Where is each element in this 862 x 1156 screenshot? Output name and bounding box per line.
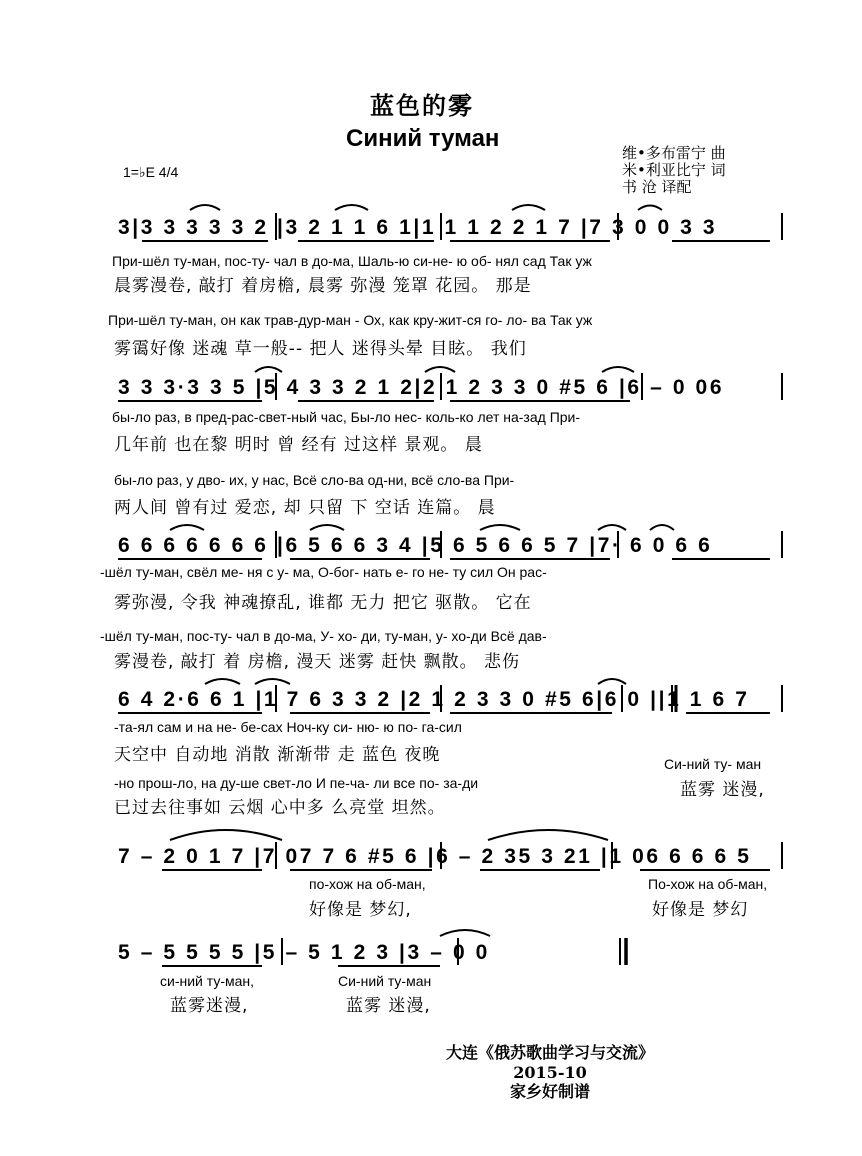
lyric-ru-3b: -шёл ту-ман, пос-ту- чал в до-ма, У- хо- ди, ту-ман, у- хо-ди Всё дав- bbox=[100, 628, 547, 644]
lyric-ru-3a: -шёл ту-ман, свёл ме- ня с у- ма, О-бог- нать е- го не- ту сил Он рас- bbox=[100, 564, 547, 580]
slur bbox=[205, 679, 240, 684]
notation-line-2: 3 3 3·3 3 5 |5 4 3 3 2 1 2|2 1 2 3 3 0 #5 6 |6 – 0 06 bbox=[118, 376, 725, 399]
lyric-ru-5b: По-хож на об-ман, bbox=[648, 876, 768, 892]
lyric-ru-1b: При-шёл ту-ман, он как трав-дур-ман - Ох, как кру-жит-ся го- ло- ва Так уж bbox=[108, 312, 593, 328]
slur bbox=[425, 367, 455, 372]
lyric-cn-3b: 雾漫卷, 敲打 着 房檐, 漫天 迷雾 赶快 飘散。 悲伤 bbox=[114, 652, 521, 672]
lyric-cn-4b: 已过去往事如 云烟 心中多 么亮堂 坦然。 bbox=[114, 798, 446, 818]
slur bbox=[310, 525, 344, 530]
slur bbox=[170, 830, 282, 840]
title-russian: Синий туман bbox=[346, 125, 500, 152]
slur bbox=[335, 205, 368, 210]
slur bbox=[480, 525, 520, 530]
lyric-ru-6b: Си-ний ту-ман bbox=[338, 973, 432, 989]
credit-lyricist: 米•利亚比宁 词 bbox=[622, 161, 726, 179]
notation-line-4: 6 4 2·6 6 1 |1 7 6 3 3 2 |2 1 2 3 3 0 #5 6|6 0 ||1 1 6 7 bbox=[118, 688, 750, 711]
lyric-ru-4a: -та-ял сам и на не- бе-сах Ноч-ку си- ню- ю по- га-сил bbox=[114, 719, 462, 735]
slur bbox=[255, 367, 282, 372]
lyric-ru-6a: си-ний ту-ман, bbox=[160, 973, 255, 989]
lyric-ru-4b: -но прош-ло, на ду-ше свет-ло И пе-ча- ли все по- за-ди bbox=[114, 775, 479, 791]
footer-author: 家乡好制谱 bbox=[509, 1082, 590, 1101]
lyric-ru-refrain-start: Си-ний ту- ман bbox=[664, 756, 762, 772]
notation-line-3: 6 6 6 6 6 6 6 |6 5 6 6 3 4 |5 6 5 6 6 5 7 |7· 6 0 6 6 bbox=[118, 534, 713, 557]
lyric-ru-2b: бы-ло раз, у дво- их, у нас, Всё сло-ва од-ни, всё сло-ва При- bbox=[114, 472, 515, 488]
lyric-cn-5b: 好像是 梦幻 bbox=[652, 900, 749, 920]
lyric-ru-5a: по-хож на об-ман, bbox=[309, 876, 426, 892]
notation-line-1: 3|3 3 3 3 3 2 |3 2 1 1 6 1|1 1 1 2 2 1 7 |7 3 0 0 3 3 bbox=[118, 216, 718, 239]
slur bbox=[638, 206, 662, 211]
notation-line-5: 7 – 2 0 1 7 |7 07 7 6 #5 6 |6 – 2 35 3 21 |1 06 6 6 6 5 bbox=[118, 845, 752, 868]
credit-composer: 维•多布雷宁 曲 bbox=[622, 144, 726, 162]
lyric-cn-4a: 天空中 自动地 消散 渐渐带 走 蓝色 夜晚 bbox=[114, 745, 441, 765]
footer-source: 大连《俄苏歌曲学习与交流》 bbox=[445, 1043, 654, 1062]
slur bbox=[598, 679, 626, 684]
slur bbox=[440, 930, 490, 936]
slur bbox=[602, 367, 634, 372]
slur bbox=[488, 830, 608, 840]
lyric-cn-1a: 晨雾漫卷, 敲打 着房檐, 晨雾 弥漫 笼罩 花园。 那是 bbox=[114, 276, 532, 296]
slur bbox=[650, 525, 674, 530]
key-signature: 1=♭E 4/4 bbox=[123, 164, 179, 180]
lyric-cn-refrain-start: 蓝雾 迷漫, bbox=[680, 780, 765, 800]
lyric-cn-3a: 雾弥漫, 令我 神魂撩乱, 谁都 无力 把它 驱散。 它在 bbox=[114, 593, 532, 613]
lyric-ru-2a: бы-ло раз, в пред-рас-свет-ный час, Бы-ло нес- коль-ко лет на-зад При- bbox=[112, 409, 581, 425]
lyric-cn-6b: 蓝雾 迷漫, bbox=[346, 996, 431, 1016]
lyric-cn-6a: 蓝雾迷漫, bbox=[170, 996, 249, 1016]
slur bbox=[190, 205, 220, 210]
footer-date: 2015-10 bbox=[513, 1063, 587, 1082]
slur bbox=[170, 525, 204, 530]
slur bbox=[255, 679, 290, 684]
title-chinese: 蓝色的雾 bbox=[370, 91, 474, 120]
slur bbox=[512, 205, 545, 210]
lyric-ru-1a: При-шёл ту-ман, пос-ту- чал в до-ма, Шаль-ю си-не- ю об- нял сад Так уж bbox=[112, 253, 592, 269]
notation-line-6: 5 – 5 5 5 5 |5 – 5 1 2 3 |3 – 0 0 bbox=[118, 941, 490, 964]
credit-translator: 书 沧 译配 bbox=[622, 178, 692, 196]
lyric-cn-1b: 雾霭好像 迷魂 草一般-- 把人 迷得头晕 目眩。 我们 bbox=[114, 339, 527, 359]
lyric-cn-2b: 两人间 曾有过 爱恋, 却 只留 下 空话 连篇。 晨 bbox=[114, 498, 496, 518]
lyric-cn-5a: 好像是 梦幻, bbox=[309, 900, 412, 920]
slur bbox=[598, 525, 626, 530]
lyric-cn-2a: 几年前 也在黎 明时 曾 经有 过这样 景观。 晨 bbox=[114, 435, 483, 455]
